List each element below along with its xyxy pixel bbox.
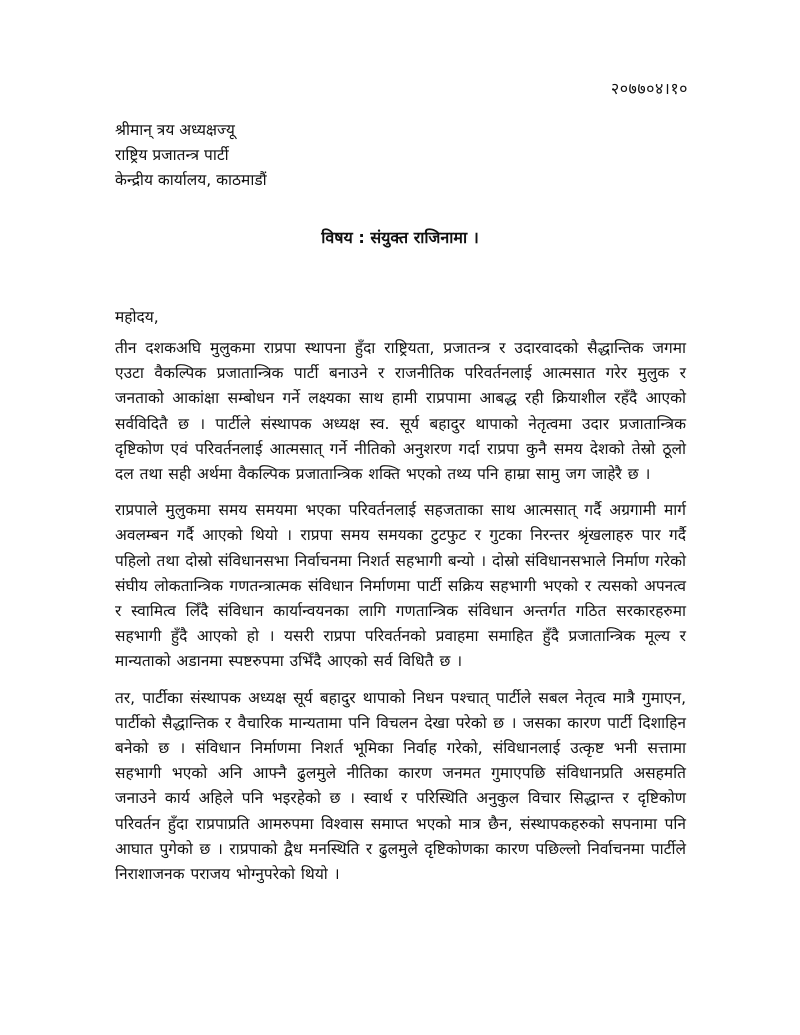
letter-date: २०७७०४।१० bbox=[610, 79, 688, 98]
recipient-line-title: श्रीमान् त्रय अध्यक्षज्यू bbox=[115, 121, 235, 139]
recipient-line-office: केन्द्रीय कार्यालय, काठमाडौं bbox=[115, 171, 267, 189]
letter-body bbox=[115, 336, 686, 898]
recipient-line-organization: राष्ट्रिय प्रजातन्त्र पार्टी bbox=[115, 146, 229, 164]
body-paragraph-2: राप्रपाले मुलुकमा समय समयमा भएका परिवर्तनलाई सहजताका साथ आत्मसात् गर्दै अग्रगामी मार्ग अवलम्बन गर्दै आएको थियो । राप्रपा समय समयका टुटफुट र गुटका निरन्तर श्रृंखलाहरु पार गर्दै पहिलो तथा दोस्रो संविधानसभा निर्वाचनमा निशर्त सहभागी बन्यो । दोस्रो संविधानसभाले निर्माण गरेको संघीय लोकतान्त्रिक गणतन्त्रात्मक संविधान निर्माणमा पार्टी सक्रिय सहभागी भएको र त्यसको अपनत्व र स्वामित्व लिँदै संविधान कार्यान्वयनका लागि गणतान्त्रिक संविधान अन्तर्गत गठित सरकारहरुमा सहभागी हुँदै आएको हो । यसरी राप्रपा परिवर्तनको प्रवाहमा समाहित हुँदै प्रजातान्त्रिक मूल्य र मान्यताको अडानमा स्पष्टरुपमा उभिँदै आएको सर्व विधितै छ । bbox=[115, 501, 686, 671]
letter-salutation: महोदय, bbox=[115, 308, 159, 326]
body-paragraph-3: तर, पार्टीका संस्थापक अध्यक्ष सूर्य बहादुर थापाको निधन पश्चात् पार्टीले सबल नेतृत्व मात्रै गुमाएन, पार्टीको सैद्धान्तिक र वैचारिक मान्यतामा पनि विचलन देखा परेको छ । जसका कारण पार्टी दिशाहिन बनेको छ । संविधान निर्माणमा निशर्त भूमिका निर्वाह गरेको, संविधानलाई उत्कृष्ट भनी सत्तामा सहभागी भएको अनि आफ्नै ढुलमुले नीतिका कारण जनमत गुमाएपछि संविधानप्रति असहमति जनाउने कार्य अहिले पनि भइरहेको छ । स्वार्थ र परिस्थिति अनुकुल विचार सिद्धान्त र दृष्टिकोण परिवर्तन हुँदा राप्रपाप्रति आमरुपमा विश्वास समाप्त भएको मात्र छैन, संस्थापकहरुको सपनामा पनि आघात पुगेको छ । राप्रपाको द्वैध मनस्थिति र ढुलमुले दृष्टिकोणका कारण पछिल्लो निर्वाचनमा पार्टीले निराशाजनक पराजय भोग्नुपरेको थियो । bbox=[115, 688, 686, 884]
letter-subject: विषय : संयुक्त राजिनामा । bbox=[321, 228, 479, 247]
body-paragraph-1: तीन दशकअघि मुलुकमा राप्रपा स्थापना हुँदा राष्ट्रियता, प्रजातन्त्र र उदारवादको सैद्धान्तिक जगमा एउटा वैकल्पिक प्रजातान्त्रिक पार्टी बनाउने र राजनीतिक परिवर्तनलाई आत्मसात गरेर मुलुक र जनताको आकांक्षा सम्बोधन गर्ने लक्ष्यका साथ हामी राप्रपामा आबद्ध रही क्रियाशील रहँदै आएको सर्वविदितै छ । पार्टीले संस्थापक अध्यक्ष स्व. सूर्य बहादुर थापाको नेतृत्वमा उदार प्रजातान्त्रिक दृष्टिकोण एवं परिवर्तनलाई आत्मसात् गर्ने नीतिको अनुशरण गर्दा राप्रपा कुनै समय देशको तेस्रो ठूलो दल तथा सही अर्थमा वैकल्पिक प्रजातान्त्रिक शक्ति भएको तथ्य पनि हाम्रा सामु जग जाहेरै छ । bbox=[115, 339, 686, 484]
recipient-address bbox=[115, 118, 267, 193]
